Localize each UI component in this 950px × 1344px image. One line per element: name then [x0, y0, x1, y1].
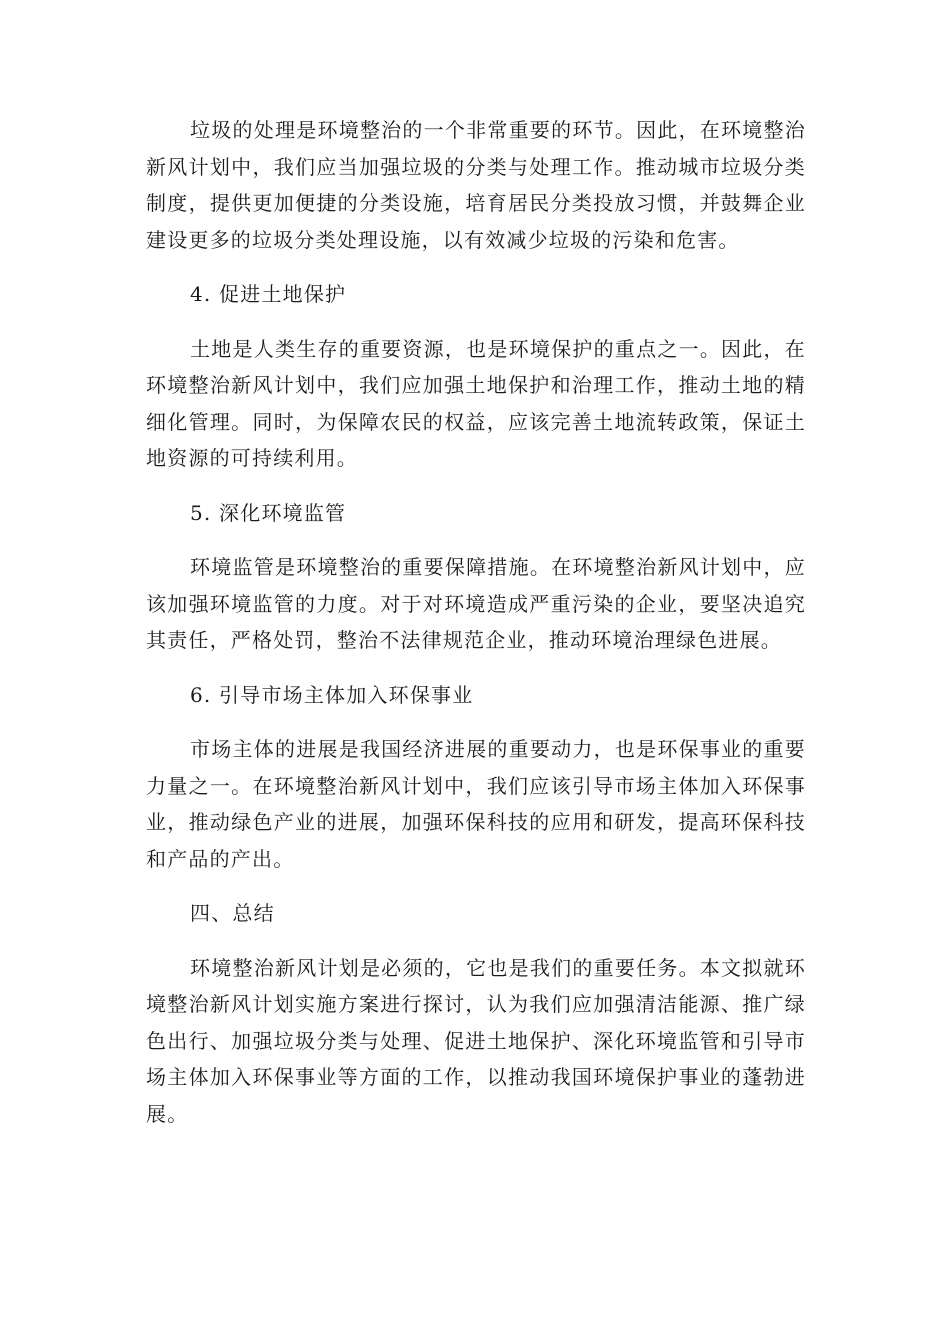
section-heading-environmental-supervision: 5. 深化环境监管 [190, 500, 347, 525]
document-page [146, 112, 806, 1132]
section-heading-land-protection: 4. 促进土地保护 [190, 282, 347, 306]
paragraph-land-protection: 土地是人类生存的重要资源，也是环境保护的重点之一。因此，在环境整治新风计划中，我们应加强土地保护和治理工作，推动土地的精细化管理。同时，为保障农民的权益，应该完善土地流转政策，保证土地资源的可持续利用。 [146, 336, 806, 470]
section-heading-market-entities: 6. 引导市场主体加入环保事业 [190, 682, 474, 707]
paragraph-summary: 环境整治新风计划是必须的，它也是我们的重要任务。本文拟就环境整治新风计划实施方案进行探讨，认为我们应加强清洁能源、推广绿色出行、加强垃圾分类与处理、促进土地保护、深化环境监管和引导市场主体加入环保事业等方面的工作，以推动我国环境保护事业的蓬勃进展。 [146, 955, 806, 1126]
paragraph-environmental-supervision: 环境监管是环境整治的重要保障措施。在环境整治新风计划中，应该加强环境监管的力度。对于对环境造成严重污染的企业，要坚决追究其责任，严格处罚，整治不法律规范企业，推动环境治理绿色进展。 [146, 555, 806, 652]
section-heading-summary: 四、总结 [190, 901, 275, 925]
paragraph-garbage-handling: 垃圾的处理是环境整治的一个非常重要的环节。因此，在环境整治新风计划中，我们应当加强垃圾的分类与处理工作。推动城市垃圾分类制度，提供更加便捷的分类设施，培育居民分类投放习惯，并鼓舞企业建设更多的垃圾分类处理设施，以有效减少垃圾的污染和危害。 [146, 118, 806, 252]
paragraph-market-entities: 市场主体的进展是我国经济进展的重要动力，也是环保事业的重要力量之一。在环境整治新风计划中，我们应该引导市场主体加入环保事业，推动绿色产业的进展，加强环保科技的应用和研发，提高环保科技和产品的产出。 [146, 737, 806, 871]
